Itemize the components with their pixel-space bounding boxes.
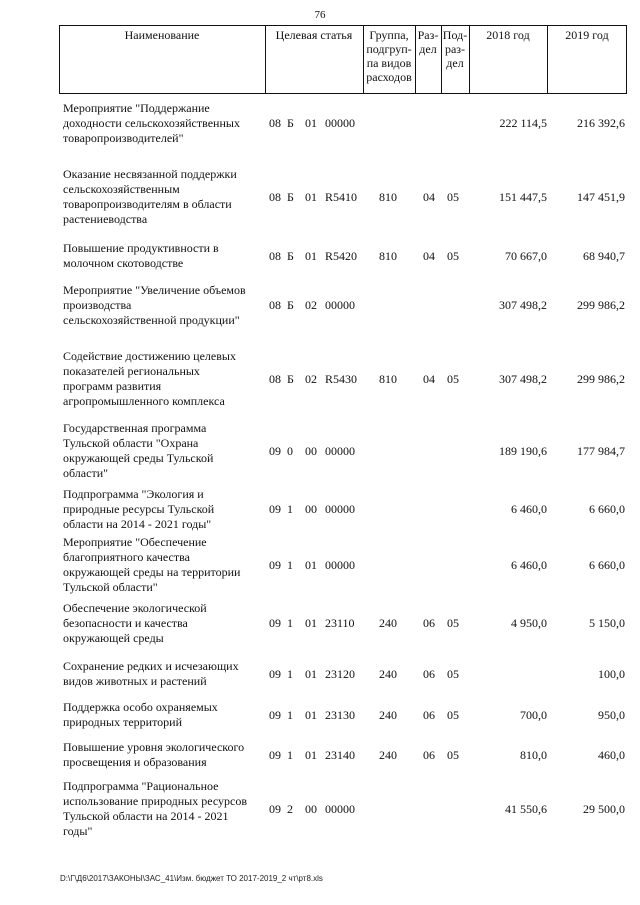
- article-direction: 00000: [325, 297, 355, 312]
- header-year-2019: 2019 год: [565, 28, 609, 42]
- subsection-code: [447, 420, 463, 482]
- table-row: [59, 239, 627, 273]
- section-code: [423, 485, 439, 533]
- article-subprogram: Б: [287, 371, 294, 386]
- article-subprogram: 1: [287, 666, 293, 681]
- article-direction: 00000: [325, 801, 355, 816]
- article-subprogram: Б: [287, 248, 294, 263]
- amount-2019: 100,0: [598, 666, 625, 681]
- subsection-code: 05: [447, 666, 459, 681]
- article-direction: 00000: [325, 557, 355, 572]
- expense-group: 810: [379, 248, 397, 263]
- article-direction: 00000: [325, 501, 355, 516]
- amount-2019: 950,0: [598, 707, 625, 722]
- article-program: 08: [269, 297, 281, 312]
- header-section: Раз- дел: [417, 28, 439, 56]
- subsection-code: [447, 99, 463, 147]
- subsection-code: 05: [447, 248, 459, 263]
- expense-group: 240: [379, 666, 397, 681]
- article-subprogram: 0: [287, 443, 293, 458]
- article-activity: 01: [305, 666, 317, 681]
- article-subprogram: Б: [287, 115, 294, 130]
- header-target-article: Целевая статья: [275, 28, 353, 42]
- section-code: 04: [423, 371, 435, 386]
- expense-group: [379, 534, 403, 596]
- row-name: Сохранение редких и исчезающих видов животных и растений: [63, 659, 239, 688]
- amount-2018: 307 498,2: [499, 297, 547, 312]
- amount-2018: 189 190,6: [499, 443, 547, 458]
- article-program: 09: [269, 557, 281, 572]
- subsection-code: [447, 485, 463, 533]
- amount-2018: [477, 657, 547, 691]
- amount-2018: 307 498,2: [499, 371, 547, 386]
- article-activity: 00: [305, 501, 317, 516]
- article-subprogram: Б: [287, 297, 294, 312]
- row-name: Подпрограмма "Экология и природные ресурсы Тульской области на 2014 - 2021 годы": [63, 486, 215, 531]
- amount-2018: 6 460,0: [511, 557, 547, 572]
- article-program: 09: [269, 666, 281, 681]
- article-direction: 23130: [325, 707, 355, 722]
- amount-2019: 177 984,7: [577, 443, 625, 458]
- amount-2019: 299 986,2: [577, 371, 625, 386]
- header-group: Группа, подгруп- па видов расходов: [366, 28, 412, 84]
- amount-2018: 222 114,5: [499, 115, 547, 130]
- subsection-code: [447, 534, 463, 596]
- header-subsection: Под- раз- дел: [442, 28, 468, 70]
- table-row: [59, 348, 627, 410]
- table-row: [59, 738, 627, 772]
- article-direction: 00000: [325, 443, 355, 458]
- article-program: 09: [269, 801, 281, 816]
- table-row: [59, 166, 627, 228]
- subsection-code: [447, 281, 463, 329]
- amount-2019: 68 940,7: [583, 248, 625, 263]
- header-year-2018: 2018 год: [486, 28, 530, 42]
- article-activity: 01: [305, 615, 317, 630]
- article-program: 09: [269, 747, 281, 762]
- amount-2018: 700,0: [520, 707, 547, 722]
- article-program: 09: [269, 443, 281, 458]
- section-code: [423, 534, 439, 596]
- subsection-code: 05: [447, 615, 459, 630]
- section-code: 04: [423, 189, 435, 204]
- subsection-code: 05: [447, 371, 459, 386]
- amount-2018: 6 460,0: [511, 501, 547, 516]
- amount-2018: 41 550,6: [505, 801, 547, 816]
- article-subprogram: 2: [287, 801, 293, 816]
- amount-2019: 299 986,2: [577, 297, 625, 312]
- amount-2018: 70 667,0: [505, 248, 547, 263]
- file-path-footer: D:\Г\Д6\2017\ЗАКОНЫ\ЗАС_41\Изм. бюджет ТО 2017-2019_2 чт\рт8.xls: [60, 874, 323, 883]
- section-code: 06: [423, 615, 435, 630]
- amount-2018: 810,0: [520, 747, 547, 762]
- row-name: Оказание несвязанной поддержки сельскохозяйственным товаропроизводителям в области растениеводства: [63, 167, 237, 226]
- row-name: Поддержка особо охраняемых природных территорий: [63, 700, 218, 729]
- row-name: Подпрограмма "Рациональное использование природных ресурсов Тульской области на 2014 - 2021 годы": [63, 779, 248, 838]
- section-code: 06: [423, 707, 435, 722]
- amount-2018: 4 950,0: [511, 615, 547, 630]
- article-direction: 23140: [325, 747, 355, 762]
- table-row: [59, 281, 627, 329]
- article-direction: R5420: [325, 248, 358, 263]
- article-subprogram: 1: [287, 747, 293, 762]
- row-name: Повышение уровня экологического просвещения и образования: [63, 740, 245, 769]
- article-direction: R5430: [325, 371, 358, 386]
- row-name: Мероприятие "Поддержание доходности сельскохозяйственных товаропроизводителей": [63, 100, 240, 145]
- table-row: [59, 599, 627, 647]
- expense-group: 240: [379, 707, 397, 722]
- article-program: 08: [269, 371, 281, 386]
- row-name: Повышение продуктивности в молочном скотоводстве: [63, 241, 219, 270]
- section-code: [423, 281, 439, 329]
- article-activity: 01: [305, 707, 317, 722]
- article-direction: 23120: [325, 666, 355, 681]
- table-row: [59, 420, 627, 482]
- amount-2019: 29 500,0: [583, 801, 625, 816]
- article-program: 09: [269, 707, 281, 722]
- article-activity: 01: [305, 747, 317, 762]
- article-direction: 00000: [325, 115, 355, 130]
- row-name: Государственная программа Тульской области "Охрана окружающей среды Тульской области": [63, 421, 214, 480]
- row-name: Мероприятие "Обеспечение благоприятного качества окружающей среды на территории Тульской области": [63, 535, 241, 594]
- article-program: 09: [269, 615, 281, 630]
- table-row: [59, 778, 627, 840]
- article-program: 08: [269, 115, 281, 130]
- row-name: Мероприятие "Увеличение объемов производства сельскохозяйственной продукции": [63, 282, 246, 327]
- article-direction: R5410: [325, 189, 358, 204]
- article-program: 08: [269, 189, 281, 204]
- expense-group: [379, 420, 403, 482]
- table-row: [59, 485, 627, 533]
- article-activity: 02: [305, 371, 317, 386]
- section-code: 06: [423, 747, 435, 762]
- expense-group: [379, 485, 403, 533]
- amount-2019: 147 451,9: [577, 189, 625, 204]
- header-name: Наименование: [124, 28, 200, 42]
- article-subprogram: Б: [287, 189, 294, 204]
- section-code: [423, 420, 439, 482]
- article-subprogram: 1: [287, 707, 293, 722]
- article-subprogram: 1: [287, 615, 293, 630]
- section-code: [423, 778, 439, 840]
- article-program: 08: [269, 248, 281, 263]
- section-code: [423, 99, 439, 147]
- amount-2019: 460,0: [598, 747, 625, 762]
- row-name: Обеспечение экологической безопасности и качества окружающей среды: [63, 600, 207, 645]
- subsection-code: 05: [447, 747, 459, 762]
- section-code: 04: [423, 248, 435, 263]
- table-row: [59, 698, 627, 732]
- section-code: 06: [423, 666, 435, 681]
- article-activity: 00: [305, 443, 317, 458]
- row-name: Содействие достижению целевых показателей региональных программ развития агропромышленного комплекса: [63, 349, 236, 408]
- expense-group: [379, 778, 403, 840]
- expense-group: 810: [379, 189, 397, 204]
- expense-group: [379, 281, 403, 329]
- amount-2019: 216 392,6: [577, 115, 625, 130]
- article-subprogram: 1: [287, 557, 293, 572]
- article-program: 09: [269, 501, 281, 516]
- article-direction: 23110: [325, 615, 355, 630]
- amount-2018: 151 447,5: [499, 189, 547, 204]
- amount-2019: 6 660,0: [589, 557, 625, 572]
- expense-group: 240: [379, 747, 397, 762]
- article-activity: 01: [305, 557, 317, 572]
- expense-group: 810: [379, 371, 397, 386]
- amount-2019: 6 660,0: [589, 501, 625, 516]
- article-activity: 01: [305, 248, 317, 263]
- page-number: 76: [314, 9, 326, 21]
- expense-group: 240: [379, 615, 397, 630]
- article-activity: 02: [305, 297, 317, 312]
- table-row: [59, 657, 627, 691]
- article-activity: 00: [305, 801, 317, 816]
- table-row: [59, 99, 627, 147]
- subsection-code: [447, 778, 463, 840]
- budget-table: [59, 25, 627, 838]
- article-activity: 01: [305, 189, 317, 204]
- table-row: [59, 534, 627, 596]
- article-subprogram: 1: [287, 501, 293, 516]
- subsection-code: 05: [447, 707, 459, 722]
- expense-group: [379, 99, 403, 147]
- subsection-code: 05: [447, 189, 459, 204]
- article-activity: 01: [305, 115, 317, 130]
- amount-2019: 5 150,0: [589, 615, 625, 630]
